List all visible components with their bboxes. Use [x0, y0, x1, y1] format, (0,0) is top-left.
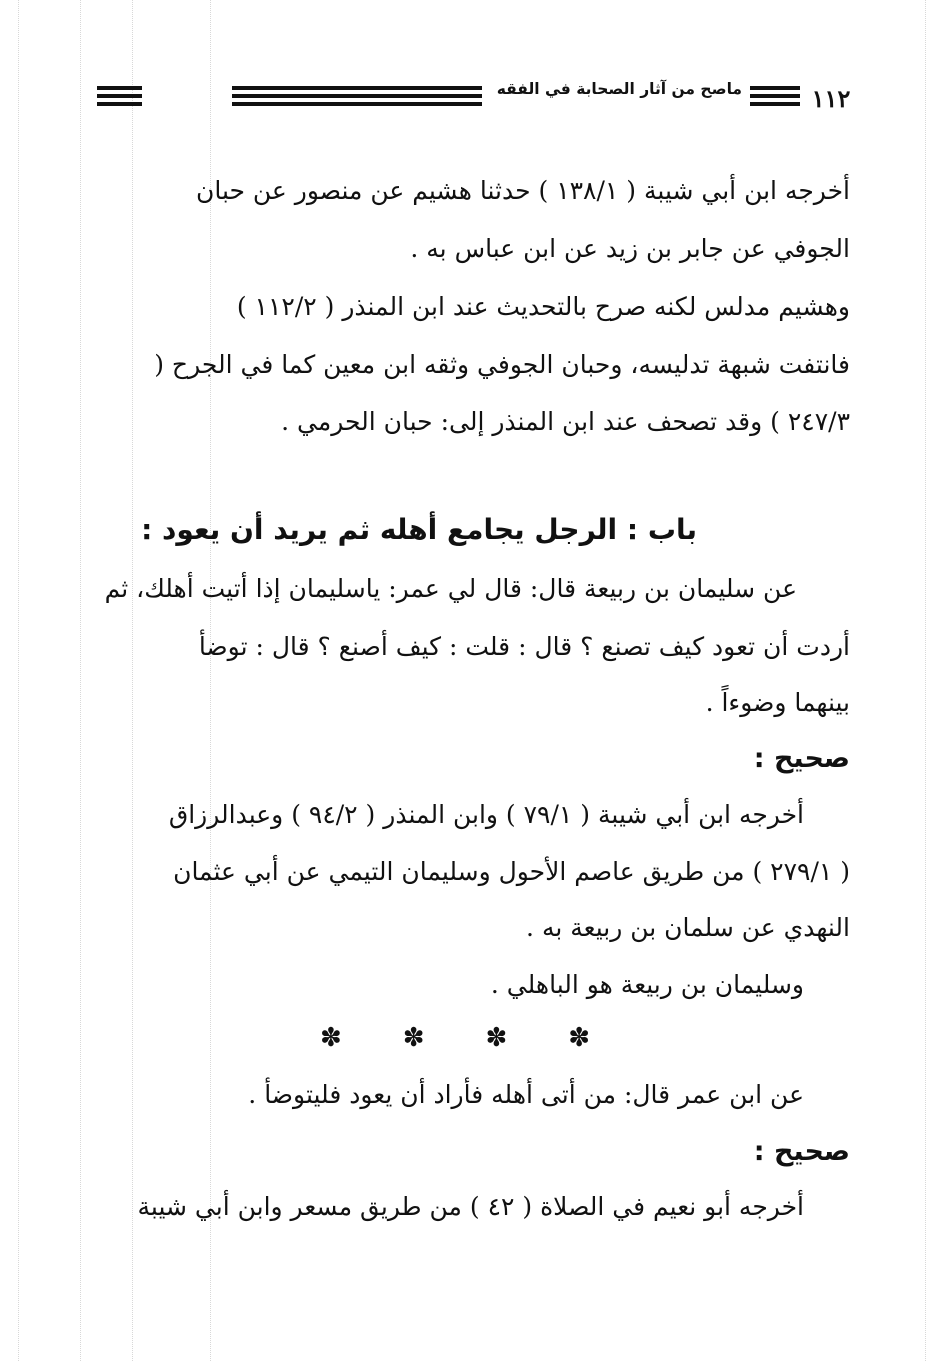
star-ornament-icon: ✽ [568, 1023, 590, 1053]
note-line: وسليمان بن ربيعة هو الباهلي . [490, 970, 804, 999]
athar-line: عن سليمان بن ربيعة قال: قال لي عمر: ياسليمان إذا أتيت أهلك، ثم [104, 574, 797, 603]
star-ornament-icon: ✽ [485, 1023, 508, 1053]
paragraph-line: أخرجه ابن أبي شيبة ( ١٣٨/١ ) حدثنا هشيم عن منصور عن حبان [195, 176, 850, 205]
takhrij-line: ( ٢٧٩/١ ) من طريق عاصم الأحول وسليمان التيمي عن أبي عثمان [173, 857, 850, 886]
scan-artifact [80, 0, 81, 1361]
scan-artifact [132, 0, 133, 1361]
scan-artifact [925, 0, 926, 1361]
takhrij-line: النهدي عن سلمان بن ربيعة به . [526, 913, 850, 942]
takhrij-line: أخرجه ابن أبي شيبة ( ٧٩/١ ) وابن المنذر ( ٩٤/٢ ) وعبدالرزاق [168, 800, 804, 829]
header-rule-left [97, 86, 142, 106]
paragraph-line: الجوفي عن جابر بن زيد عن ابن عباس به . [410, 234, 850, 263]
page-number: ١١٢ [811, 84, 851, 113]
scan-artifact [18, 0, 19, 1361]
grade-label: صحيح : [753, 1136, 850, 1167]
paragraph-line: فانتفت شبهة تدليسه، وحبان الجوفي وثقه ابن معين كما في الجرح ( [154, 350, 850, 379]
star-ornament-icon: ✽ [402, 1023, 425, 1053]
page-header [97, 82, 862, 116]
athar-line: بينهما وضوءاً . [705, 688, 850, 717]
athar-line: عن ابن عمر قال: من أتى أهله فأراد أن يعود فليتوضأ . [248, 1080, 804, 1109]
takhrij-line: أخرجه أبو نعيم في الصلاة ( ٤٢ ) من طريق مسعر وابن أبي شيبة [137, 1192, 804, 1221]
star-ornament-icon: ✽ [320, 1023, 342, 1053]
grade-label: صحيح : [753, 743, 850, 774]
athar-line: أردت أن تعود كيف تصنع ؟ قال : قلت : كيف أصنع ؟ قال : توضأ [198, 632, 850, 661]
section-heading: باب : الرجل يجامع أهله ثم يريد أن يعود : [141, 513, 697, 546]
paragraph-line: ٢٤٧/٣ ) وقد تصحف عند ابن المنذر إلى: حبان الحرمي . [281, 407, 850, 436]
section-separator [320, 1023, 590, 1053]
header-rule-right [750, 86, 800, 106]
paragraph-line: وهشيم مدلس لكنه صرح بالتحديث عند ابن المنذر ( ١١٢/٢ ) [236, 292, 850, 321]
header-title: ماصح من آثار الصحابة في الفقه [496, 80, 742, 98]
header-rule-middle [232, 86, 482, 106]
